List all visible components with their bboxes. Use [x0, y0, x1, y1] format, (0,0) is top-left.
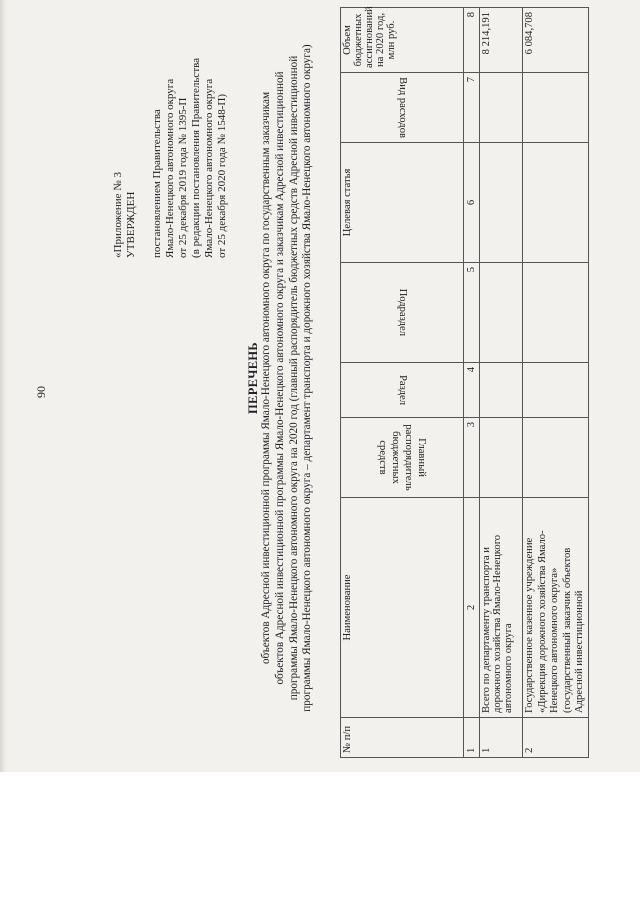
- page-number: 90: [34, 386, 48, 398]
- sheet-shadow: [0, 0, 6, 772]
- row-manager: [523, 418, 589, 498]
- approval-line: Ямало-Ненецкого автономного округа: [203, 78, 215, 258]
- row-section: [523, 363, 589, 418]
- column-index: 4: [464, 363, 480, 418]
- subtitle-line: программы Ямало-Ненецкого автономного округа – департамент транспорта и дорожного хозяйства Ямало-Ненецкого автономного округа): [301, 44, 314, 712]
- approval-line: «Приложение № 3: [112, 171, 124, 258]
- header-expense-label: Вид расходов: [396, 77, 408, 138]
- row-subsection: [523, 263, 589, 363]
- row-num: 1: [480, 718, 523, 758]
- column-index: 3: [464, 418, 480, 498]
- column-index: 6: [464, 143, 480, 263]
- document-subtitle: [260, 0, 315, 758]
- header-volume: Объем бюджетных ассигнований на 2020 год, млн руб.: [341, 8, 464, 73]
- approval-line: Ямало-Ненецкого автономного округа: [164, 78, 176, 258]
- row-subsection: [480, 263, 523, 363]
- row-num: 2: [523, 718, 589, 758]
- row-volume: 6 084,708: [523, 8, 589, 73]
- row-expense: [523, 73, 589, 143]
- row-target: [523, 143, 589, 263]
- header-subsection-label: Подраздел: [396, 288, 408, 337]
- header-manager: [341, 418, 464, 498]
- column-index: 2: [464, 498, 480, 718]
- header-name: Наименование: [341, 498, 464, 718]
- approval-block: [112, 0, 229, 258]
- approval-line: постановлением Правительства: [151, 109, 163, 258]
- header-expense: [341, 73, 464, 143]
- document-title: ПЕРЕЧЕНЬ: [246, 342, 260, 414]
- header-manager-label: Главный распорядитель бюджетных средств: [377, 424, 427, 491]
- row-manager: [480, 418, 523, 498]
- subtitle-line: объектов Адресной инвестиционной программы Ямало-Ненецкого автономного округа и заказчикам Адресной инвестиционной: [273, 71, 286, 685]
- row-volume: 8 214,191: [480, 8, 523, 73]
- column-index-row: [464, 8, 480, 758]
- program-table: [340, 7, 589, 758]
- row-target: [480, 143, 523, 263]
- column-index: 1: [464, 718, 480, 758]
- table-header-row: [341, 8, 464, 758]
- subtitle-line: объектов Адресной инвестиционной программы Ямало-Ненецкого автономного округа по государственным заказчикам: [260, 91, 272, 665]
- column-index: 8: [464, 8, 480, 73]
- row-expense: [480, 73, 523, 143]
- approval-line: (в редакции постановления Правительства: [190, 57, 202, 258]
- rotated-content: [24, 0, 604, 758]
- header-subsection: [341, 263, 464, 363]
- row-section: [480, 363, 523, 418]
- row-name: Всего по департаменту транспорта и дорожного хозяйства Ямало-Ненецкого автономного округа: [480, 498, 523, 718]
- header-section: [341, 363, 464, 418]
- approval-line: от 25 декабря 2019 года № 1395-П: [177, 97, 189, 258]
- column-index: 7: [464, 73, 480, 143]
- approval-line: от 25 декабря 2020 года № 1548-П): [216, 93, 228, 258]
- subtitle-line: программы Ямало-Ненецкого автономного округа на 2020 год (главный распорядитель бюджетных средств Адресной инвестиционной: [287, 55, 300, 701]
- header-target: Целевая статья: [341, 143, 464, 263]
- table-row: [480, 8, 523, 758]
- table-row: [523, 8, 589, 758]
- row-name: Государственное казенное учреждение «Дирекция дорожного хозяйства Ямало-Ненецкого автономного округа» (государственный заказчик объектов Адресной инвестиционной: [523, 498, 589, 718]
- column-index: 5: [464, 263, 480, 363]
- page-bottom-margin: [0, 772, 640, 905]
- header-num: № п/п: [341, 718, 464, 758]
- header-section-label: Раздел: [396, 375, 408, 405]
- approval-line: УТВЕРЖДЕН: [125, 191, 137, 258]
